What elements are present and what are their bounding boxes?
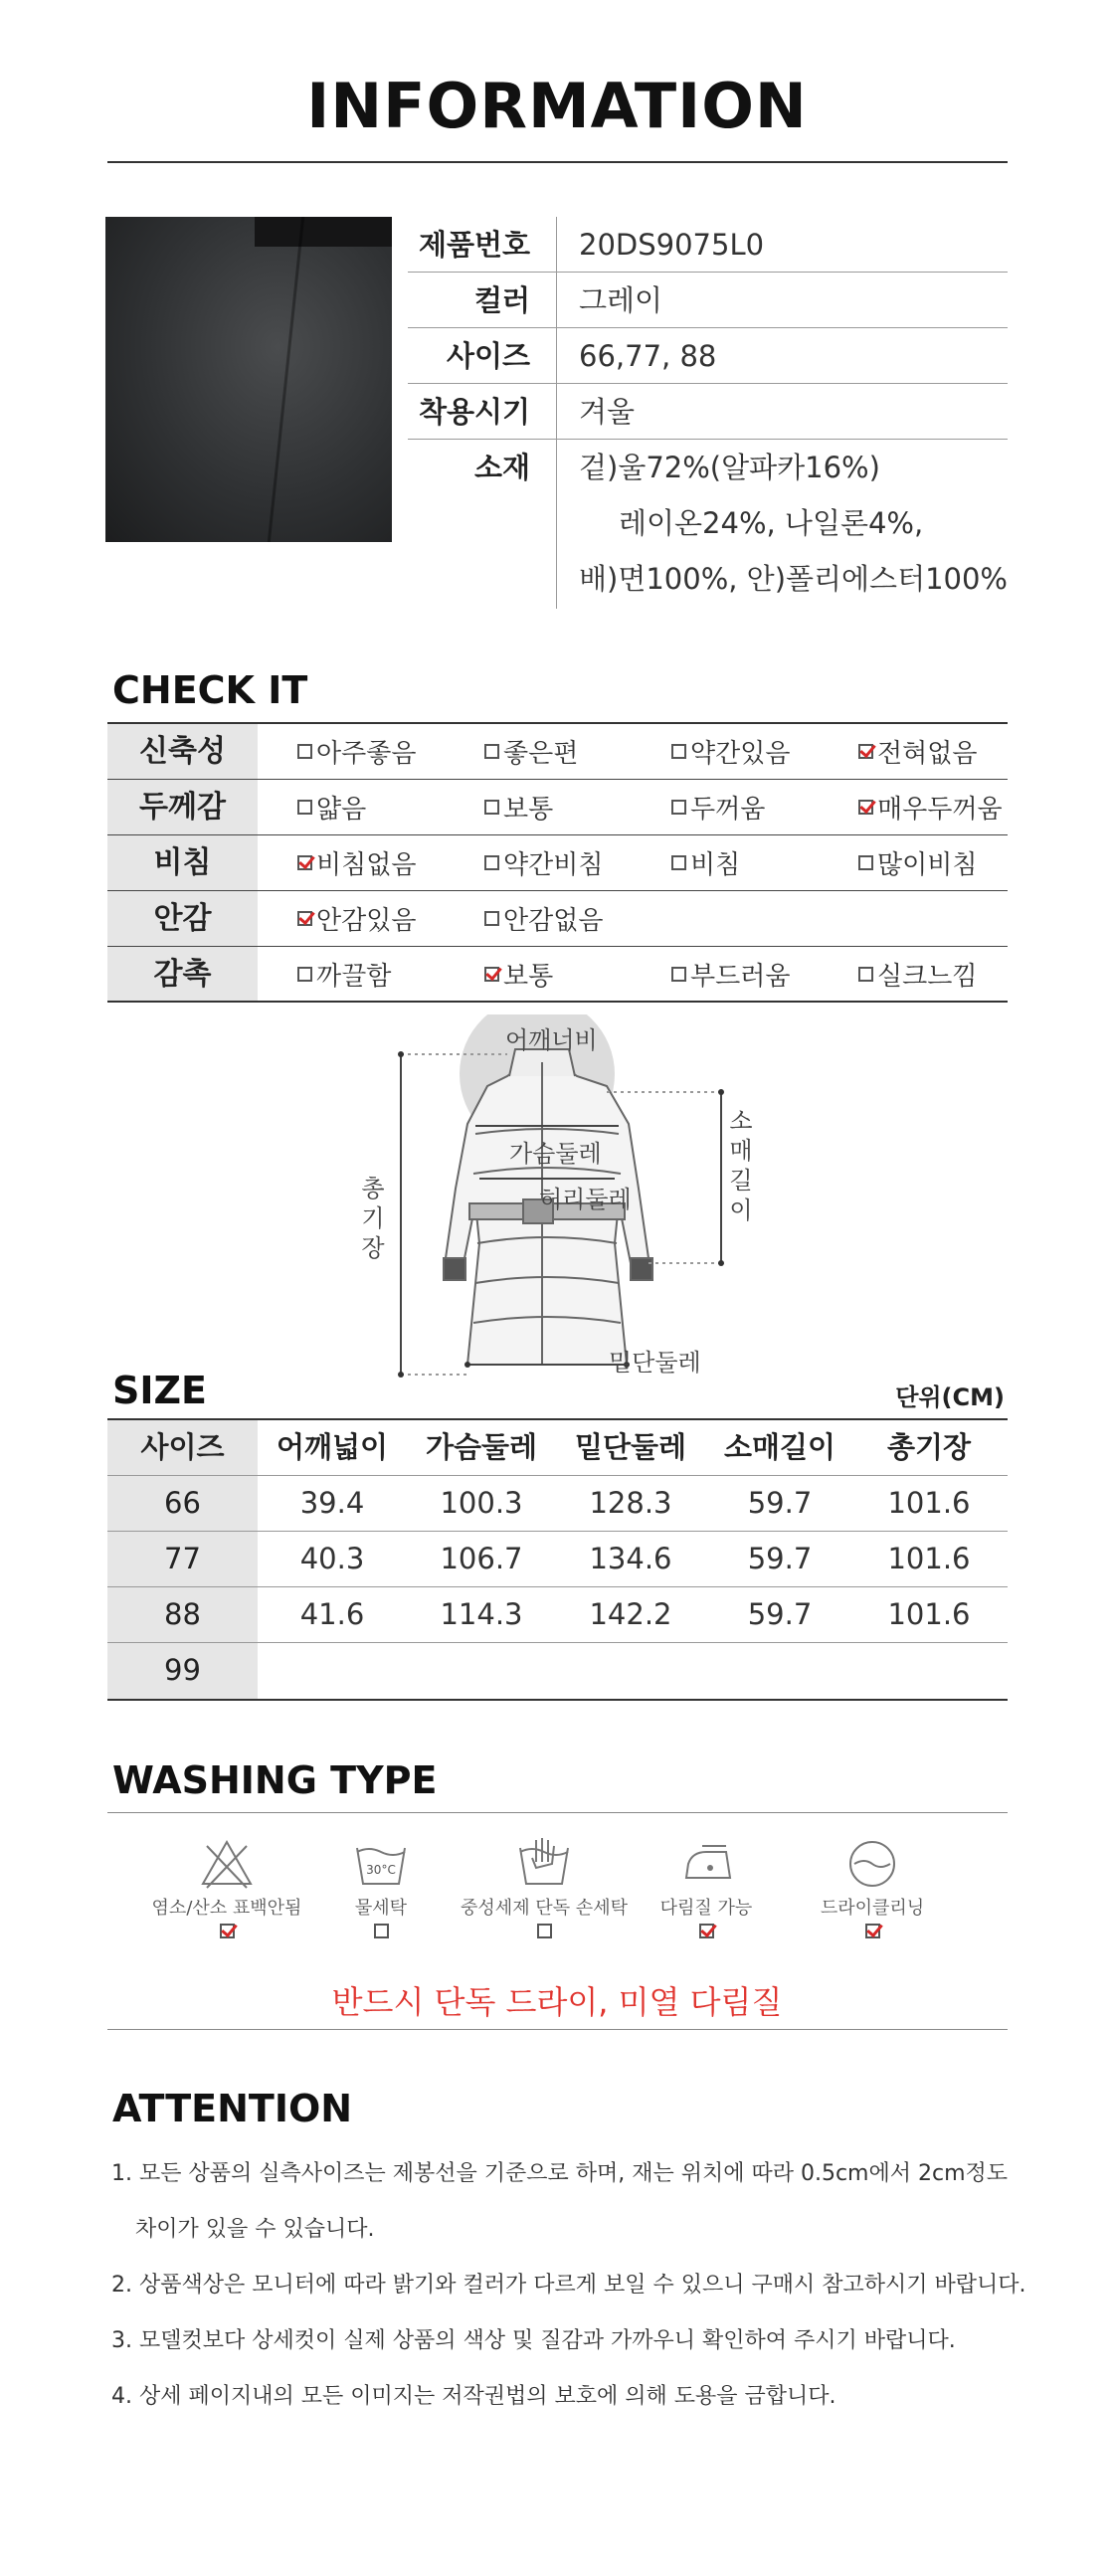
check-option [632,724,819,779]
material-line: 배)면100%, 안)폴리에스터100% [579,562,1008,596]
washtub-30c-icon [353,1838,409,1890]
size-row [107,1476,1008,1532]
wash-item-no-bleach [142,1838,311,1938]
size-row [107,1643,1008,1699]
size-cell: 101.6 [887,1486,971,1520]
check-option-label: 비침없음 [316,850,417,880]
check-option-label: 약간비침 [503,850,604,880]
check-option-label: 약간있음 [690,739,791,769]
info-value: 20DS9075L0 [579,228,765,262]
check-row [107,947,1008,1003]
check-option-label: 보통 [503,795,554,825]
divider [107,1812,1008,1813]
length-char: 총 [361,1175,385,1202]
unchecked-box-icon [484,800,499,815]
sleeve-char: 이 [729,1196,753,1224]
divider [107,161,1008,163]
no-bleach-icon [199,1838,255,1890]
check-option [445,947,632,1001]
check-option-label: 비침 [690,850,741,880]
material-line: 레이온24%, 나일론4%, [619,506,924,540]
size-row [107,1587,1008,1643]
check-label: 신축성 [107,724,258,779]
wash-label: 다림질 가능 [659,1898,753,1919]
page-title: INFORMATION [306,70,808,142]
sleeve-char: 소 [729,1107,753,1135]
check-option-label: 까끌함 [316,961,392,992]
info-value: 그레이 [579,283,663,317]
size-cell: 101.6 [887,1542,971,1575]
fabric-photo [105,217,392,542]
attention-line: 3. 모델컷보다 상세컷이 실제 상품의 색상 및 질감과 가까우니 확인하여 주시기 바랍니다. [111,2328,956,2353]
size-cell: 99 [107,1643,258,1699]
info-table [408,217,1008,609]
unchecked-box-icon [671,855,686,870]
check-label: 두께감 [107,780,258,834]
check-option [445,891,632,946]
check-option-label: 전혀없음 [877,739,978,769]
size-cell: 77 [107,1532,258,1586]
wash-note: 반드시 단독 드라이, 미열 다림질 [331,1983,783,2021]
check-option [445,780,632,834]
unchecked-box-icon [858,967,873,982]
wash-checkbox [220,1924,235,1938]
wash-item-water-wash [296,1838,465,1938]
unchecked-box-icon [484,911,499,926]
wash-label: 중성세제 단독 손세탁 [461,1898,628,1919]
size-cell: 101.6 [887,1597,971,1631]
check-option [632,947,819,1001]
size-cell: 59.7 [747,1542,813,1575]
divider [107,2029,1008,2030]
check-option [632,835,819,890]
info-label: 소재 [408,440,557,609]
check-row [107,891,1008,947]
size-row [107,1532,1008,1587]
info-row-color [408,273,1008,328]
length-char: 장 [361,1234,385,1262]
size-title: SIZE [112,1369,208,1412]
check-row [107,724,1008,780]
size-header-cell: 소매길이 [723,1430,836,1464]
info-row-material [408,440,1008,609]
size-cell [705,1643,854,1699]
check-label: 감촉 [107,947,258,1001]
check-option-label: 부드러움 [690,961,791,992]
check-row [107,780,1008,835]
label-sleeve [726,1106,756,1225]
checked-box-icon [858,744,873,759]
unchecked-box-icon [484,855,499,870]
size-cell: 100.3 [440,1486,523,1520]
info-label: 컬러 [408,273,557,327]
size-cell: 128.3 [589,1486,672,1520]
checked-box-icon [858,800,873,815]
unchecked-box-icon [671,967,686,982]
check-option [445,835,632,890]
label-hem: 밑단둘레 [609,1349,701,1377]
size-cell: 134.6 [589,1542,672,1575]
info-row-size [408,328,1008,384]
check-option-label: 좋은편 [503,739,579,769]
unchecked-box-icon [297,744,312,759]
info-label: 착용시기 [408,384,557,439]
size-cell: 66 [107,1476,258,1531]
wash-label: 물세탁 [354,1898,408,1919]
label-shoulder: 어깨너비 [505,1026,598,1054]
unit-label: 단위(CM) [895,1383,1005,1411]
check-option [258,780,445,834]
label-waist: 허리둘레 [539,1186,632,1213]
check-option-label: 안감없음 [503,906,604,936]
check-option [632,780,819,834]
unchecked-box-icon [297,800,312,815]
size-table [107,1418,1008,1701]
check-label: 안감 [107,891,258,946]
checked-box-icon [297,911,312,926]
attention-line: 차이가 있을 수 있습니다. [135,2217,375,2242]
check-option [445,724,632,779]
sleeve-char: 길 [729,1167,753,1195]
material-line: 겉)울72%(알파카16%) [579,451,880,484]
check-title: CHECK IT [112,668,308,712]
wash-item-hand-wash [460,1838,629,1938]
wash-checkbox [699,1924,714,1938]
check-option [258,891,445,946]
size-header-cell: 총기장 [886,1430,972,1464]
check-option-label: 실크느낌 [877,961,978,992]
checked-box-icon [484,967,499,982]
check-option-label: 많이비침 [877,850,978,880]
info-label: 사이즈 [408,328,557,383]
wash-checkbox [374,1924,389,1938]
check-option [819,947,1006,1001]
check-table [107,722,1008,1003]
check-row [107,835,1008,891]
label-length [358,1174,388,1263]
size-diagram [358,1014,756,1402]
hand-wash-icon [516,1838,572,1890]
info-value: 겨울 [579,395,636,429]
wash-item-iron [622,1838,791,1938]
size-cell: 39.4 [299,1486,365,1520]
check-option [819,835,1006,890]
attention-title: ATTENTION [112,2087,353,2130]
size-cell: 142.2 [589,1597,672,1631]
size-cell: 40.3 [299,1542,365,1575]
size-header-cell: 밑단둘레 [574,1430,687,1464]
check-option [819,724,1006,779]
material-value [557,440,1008,609]
size-cell [854,1643,1004,1699]
size-cell: 106.7 [440,1542,523,1575]
info-row-product-number [408,217,1008,273]
wash-label: 염소/산소 표백안됨 [151,1898,302,1919]
check-option [258,835,445,890]
info-row-season [408,384,1008,440]
info-value: 66,77, 88 [579,339,717,373]
length-char: 기 [361,1204,385,1232]
label-chest: 가슴둘레 [509,1140,602,1168]
check-option-label: 보통 [503,961,554,992]
check-option [819,780,1006,834]
check-option [258,724,445,779]
wash-label: 드라이클리닝 [820,1898,925,1919]
size-header-cell: 어깨넓이 [276,1430,389,1464]
size-header-row [107,1420,1008,1476]
size-cell [407,1643,556,1699]
checked-box-icon [297,855,312,870]
attention-line: 1. 모든 상품의 실측사이즈는 제봉선을 기준으로 하며, 재는 위치에 따라 0.5cm에서 2cm정도 [111,2161,1009,2186]
unchecked-box-icon [297,967,312,982]
check-option-label: 아주좋음 [316,739,417,769]
size-header-cell: 가슴둘레 [425,1430,538,1464]
check-label: 비침 [107,835,258,890]
washing-title: WASHING TYPE [112,1758,438,1802]
check-option [258,947,445,1001]
check-option-label: 안감있음 [316,906,417,936]
dry-clean-icon [844,1838,900,1890]
unchecked-box-icon [671,744,686,759]
size-cell: 59.7 [747,1597,813,1631]
wash-checkbox [537,1924,552,1938]
attention-line: 2. 상품색상은 모니터에 따라 밝기와 컬러가 다르게 보일 수 있으니 구매시 참고하시기 바랍니다. [111,2273,1026,2298]
info-label: 제품번호 [408,217,557,272]
wash-temp: 30°C [366,1863,396,1877]
check-option-label: 매우두꺼움 [877,795,1003,825]
wash-item-dry-clean [788,1838,957,1938]
unchecked-box-icon [858,855,873,870]
size-cell: 59.7 [747,1486,813,1520]
size-cell [258,1643,407,1699]
iron-icon [678,1838,734,1890]
unchecked-box-icon [671,800,686,815]
size-cell: 88 [107,1587,258,1642]
wash-checkbox [865,1924,880,1938]
size-cell: 114.3 [440,1597,523,1631]
unchecked-box-icon [484,744,499,759]
check-option-label: 얇음 [316,795,367,825]
sleeve-char: 매 [729,1137,753,1165]
size-header-cell: 사이즈 [107,1420,258,1475]
size-cell [556,1643,705,1699]
check-option-label: 두꺼움 [690,795,766,825]
size-cell: 41.6 [299,1597,365,1631]
attention-line: 4. 상세 페이지내의 모든 이미지는 저작권법의 보호에 의해 도용을 금합니다. [111,2384,836,2409]
